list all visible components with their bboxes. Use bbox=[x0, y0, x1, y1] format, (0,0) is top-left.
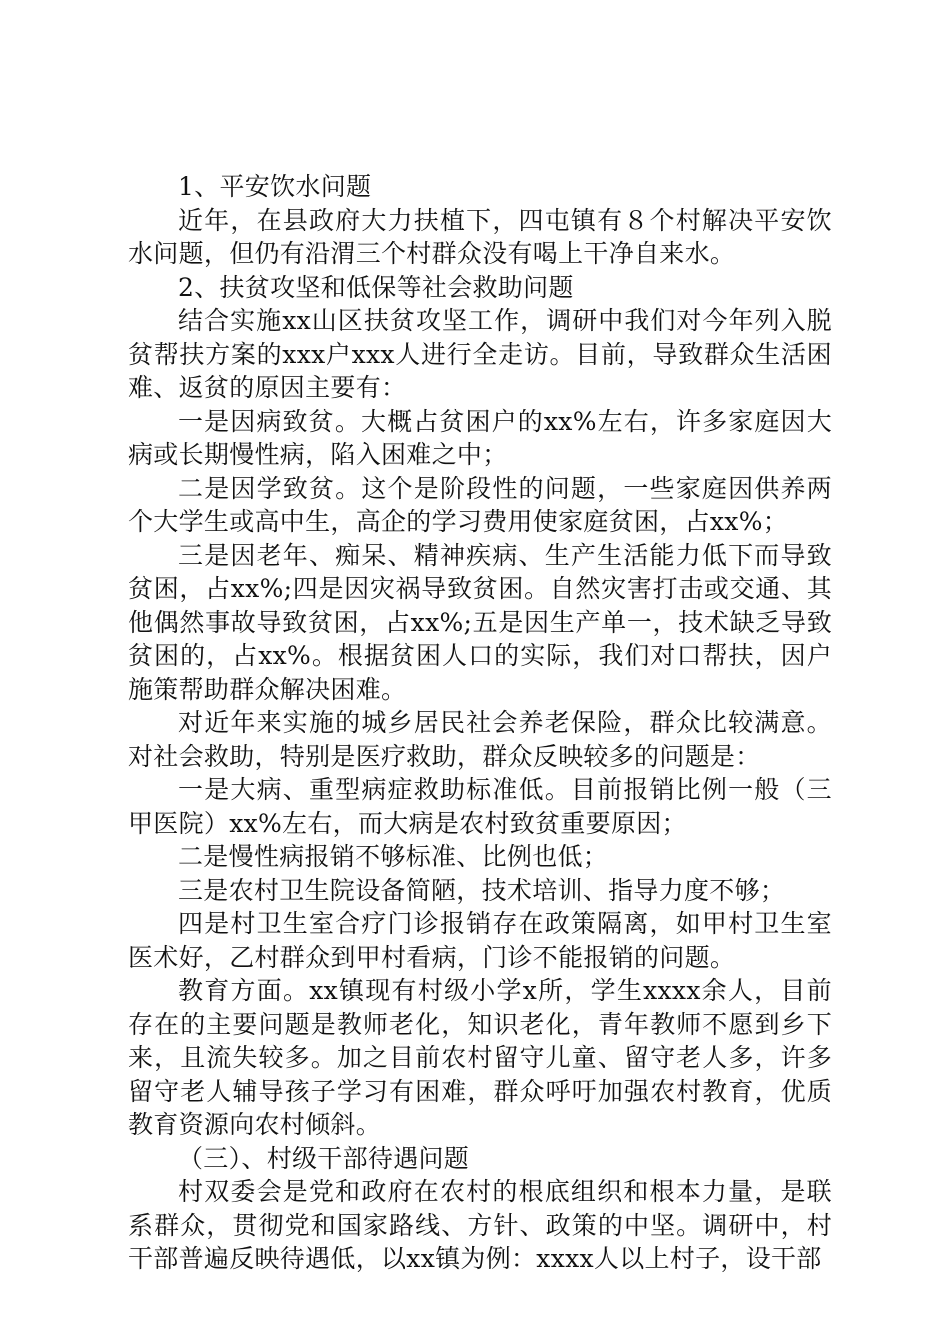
paragraph: 一是大病、重型病症救助标准低。目前报销比例一般（三甲医院）xx%左右，而大病是农村致贫重要原因； bbox=[128, 775, 832, 838]
section-heading-safe-drinking-water: 1、平安饮水问题 bbox=[178, 172, 372, 201]
paragraph: 二是慢性病报销不够标准、比例也低； bbox=[178, 842, 609, 871]
section-heading-village-cadre-pay: （三）、村级干部待遇问题 bbox=[178, 1143, 470, 1173]
section-heading-poverty-relief: 2、扶贫攻坚和低保等社会救助问题 bbox=[178, 272, 574, 302]
paragraph: 二是因学致贫。这个是阶段性的问题，一些家庭因供养两个大学生或高中生，高企的学习费用使家庭贫困，占xx%； bbox=[128, 473, 832, 536]
paragraph: 对近年来实施的城乡居民社会养老保险，群众比较满意。对社会救助，特别是医疗救助，群众反映较多的问题是： bbox=[128, 708, 832, 771]
paragraph: 教育方面。xx镇现有村级小学x所，学生xxxx余人，目前存在的主要问题是教师老化，知识老化，青年教师不愿到乡下来，且流失较多。加之目前农村留守儿童、留守老人多，许多留守老人辅导孩子学习有困难，群众呼吁加强农村教育，优质教育资源向农村倾斜。 bbox=[128, 976, 832, 1139]
paragraph: 三是因老年、痴呆、精神疾病、生产生活能力低下而导致贫困，占xx%;四是因灾祸导致贫困。自然灾害打击或交通、其他偶然事故导致贫困，占xx%;五是因生产单一，技术缺乏导致贫困的，占xx%。根据贫困人口的实际，我们对口帮扶，因户施策帮助群众解决困难。 bbox=[128, 540, 832, 704]
paragraph: 一是因病致贫。大概占贫困户的xx%左右，许多家庭因大病或长期慢性病，陷入困难之中； bbox=[128, 406, 832, 469]
document-body bbox=[128, 170, 832, 1276]
paragraph: 三是农村卫生院设备简陋，技术培训、指导力度不够； bbox=[178, 875, 786, 905]
paragraph: 近年，在县政府大力扶植下，四屯镇有８个村解决平安饮水问题，但仍有沿渭三个村群众没有喝上干净自来水。 bbox=[128, 205, 832, 268]
paragraph: 四是村卫生室合疗门诊报销存在政策隔离，如甲村卫生室医术好，乙村群众到甲村看病，门诊不能报销的问题。 bbox=[128, 909, 832, 972]
paragraph: 村双委会是党和政府在农村的根底组织和根本力量，是联系群众，贯彻党和国家路线、方针、政策的中坚。调研中，村干部普遍反映待遇低，以xx镇为例：xxxx人以上村子，设干部 bbox=[128, 1177, 832, 1273]
paragraph: 结合实施xx山区扶贫攻坚工作，调研中我们对今年列入脱贫帮扶方案的xxx户xxx人进行全走访。目前，导致群众生活困难、返贫的原因主要有： bbox=[128, 306, 832, 402]
